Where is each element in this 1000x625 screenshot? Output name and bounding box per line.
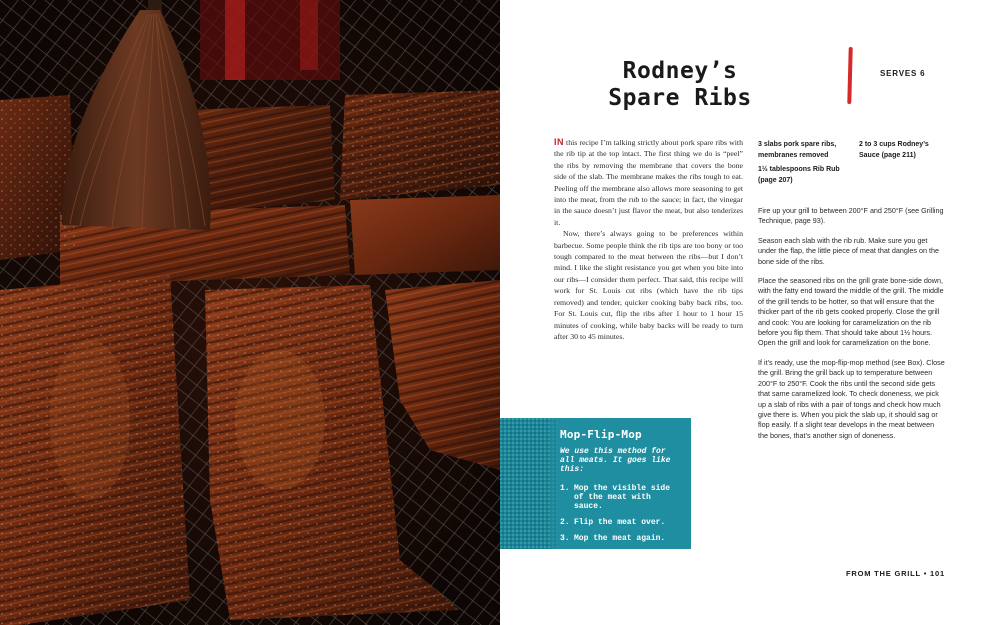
- recipe-title: [560, 58, 800, 112]
- mop-step-number: 3.: [560, 534, 570, 543]
- ingredient-item: 3 slabs pork spare ribs, membranes removed: [758, 141, 837, 159]
- mop-steps-list: [560, 484, 684, 543]
- serves-label: SERVES 6: [880, 69, 926, 78]
- footer-separator: •: [923, 569, 928, 578]
- mop-step: [560, 484, 684, 511]
- method-steps: [758, 206, 946, 450]
- page-footer: [846, 569, 945, 578]
- mop-flip-mop-box: [500, 418, 691, 549]
- method-step-2: Season each slab with the rib rub. Make sure you get under the flap, the little piece of meat that dangles on the bone side of the ribs.: [758, 235, 940, 266]
- mop-step-number: 2.: [560, 518, 570, 527]
- intro-paragraph: [554, 137, 743, 228]
- mop-step-text: Flip the meat over.: [574, 518, 666, 527]
- red-brush-mark: [847, 47, 852, 104]
- mop-box-intro: We use this method for all meats. It goes like this:: [560, 447, 671, 474]
- intro-paragraph-1-text: this recipe I’m talking strictly about pork spare ribs with the rib tip at the top intact. The first thing we do is “peel” the ribs by removing the membrane that covers the bone side of the slab. The membrane makes the ribs tough to eat. Peeling off the membrane also allows more seasoning to get into the meat, from the rub to the sauce; in fact, the vinegar in the sauce doesn’t just flavor the meat, but also tenderizes it.: [554, 138, 743, 227]
- intro-text: [554, 137, 743, 342]
- recipe-title-line2: Spare Ribs: [608, 85, 752, 111]
- method-step-1: Fire up your grill to between 200°F and 250°F (see Grilling Technique, page 93).: [758, 206, 944, 226]
- mop-box-title: Mop-Flip-Mop: [560, 428, 642, 441]
- recipe-title-line1: Rodney’s: [622, 58, 738, 84]
- mop-step: [560, 534, 684, 543]
- mop-step-text: Mop the meat again.: [574, 534, 666, 543]
- page-number: 101: [930, 569, 945, 578]
- drop-cap: IN: [554, 137, 564, 147]
- intro-paragraph-2: Now, there’s always going to be preferences within barbecue. Some people think the rib tips are too bony or too tough compared to the meat between the ribs—but I don’t mind. I like the slight resistance you get when you bite into our ribs—I consider them perfect. That said, this recipe will work for St. Louis cut ribs (which have the rib tips removed) and tender, quicker cooking baby back ribs, too. For St. Louis cut, flip the ribs after 1 hour to 1 hour 15 minutes of cooking, while baby backs will be ready to turn after 30 to 45 minutes.: [554, 229, 743, 341]
- ingredients-left: [758, 139, 856, 189]
- method-step-3: Place the seasoned ribs on the grill grate bone-side down, with the fatty end toward the middle of the grill. The middle of the grill tends to be hotter, so that will ensure that the thicker part of the rib gets cooked properly. Close the grill and cook: You are looking for caramelization on the rib before you flip them. That should take about 1½ hours. Open the grill and look for caramelization on the bone.: [758, 276, 944, 348]
- mop-step-text: Mop the visible side of the meat with sauce.: [574, 484, 671, 511]
- mop-step-number: 1.: [560, 484, 570, 493]
- ingredient-item: 1½ tablespoons Rib Rub (page 207): [758, 166, 840, 184]
- footer-section: FROM THE GRILL: [846, 569, 921, 578]
- ingredients-right: [859, 139, 949, 164]
- mop-step: [560, 518, 684, 527]
- ingredient-item: 2 to 3 cups Rodney’s Sauce (page 211): [859, 141, 929, 159]
- fabric-texture-icon: [500, 418, 558, 549]
- method-step-4: If it’s ready, use the mop-flip-mop method (see Box). Close the grill. Bring the grill back up to temperature between 200°F to 250°F. Cook the ribs until the second side gets that same caramelized look. To check doneness, we pick up a slab of ribs with a pair of tongs and check how much give there is. When you pick the slab up, it should sag or flop easily. If a slight tear develops in the meat between the bones, that’s another sign of doneness.: [758, 357, 945, 440]
